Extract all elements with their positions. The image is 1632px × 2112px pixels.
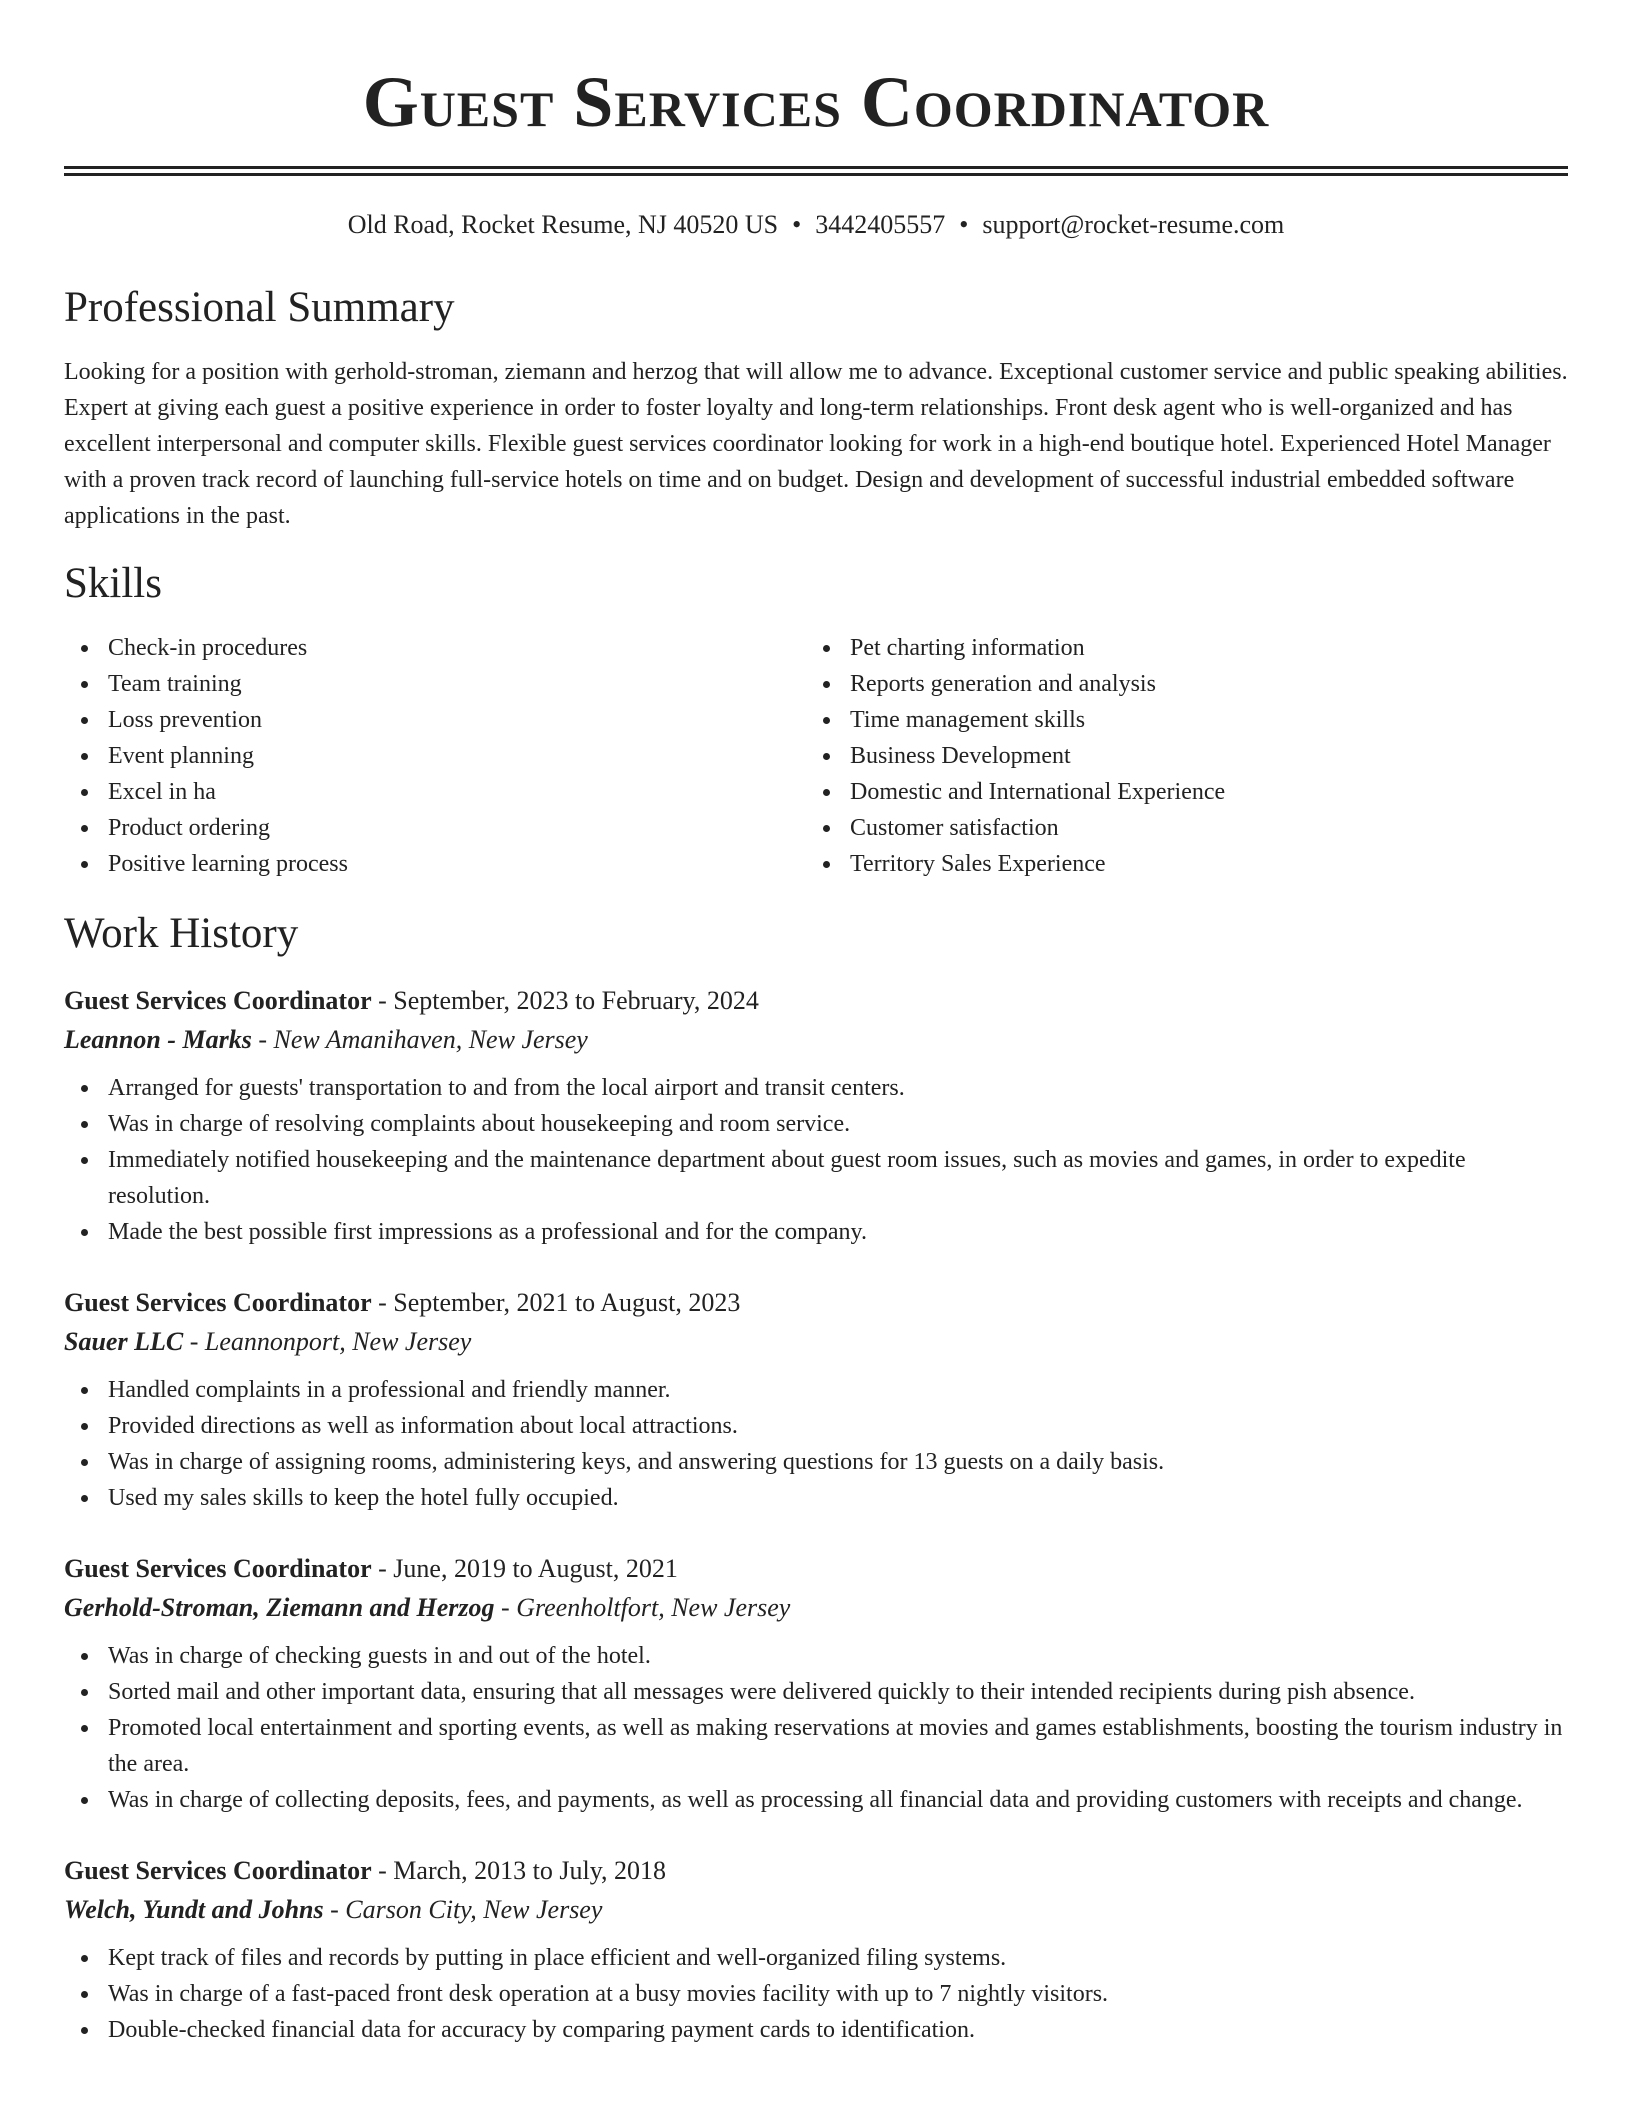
job-entry bbox=[64, 1284, 1568, 1516]
job-header bbox=[64, 1852, 1568, 1890]
job-dash: - bbox=[251, 1025, 274, 1054]
job-dash: - bbox=[371, 986, 394, 1015]
skill-item: Team training bbox=[64, 666, 806, 702]
job-bullet: Made the best possible first impressions as a professional and for the company. bbox=[64, 1214, 1568, 1250]
job-bullet: Was in charge of resolving complaints about housekeeping and room service. bbox=[64, 1106, 1568, 1142]
summary-section bbox=[64, 282, 1568, 534]
job-bullet: Was in charge of collecting deposits, fees, and payments, as well as processing all financial data and providing customers with receipts and change. bbox=[64, 1782, 1568, 1818]
contact-phone: 3442405557 bbox=[815, 210, 946, 239]
job-dash: - bbox=[371, 1554, 394, 1583]
skills-list-left bbox=[64, 630, 806, 882]
job-dash: - bbox=[183, 1327, 205, 1356]
skill-item: Business Development bbox=[806, 738, 1548, 774]
job-employer bbox=[64, 1020, 1568, 1060]
skills-list-right bbox=[806, 630, 1548, 882]
job-bullet: Double-checked financial data for accuracy by comparing payment cards to identification. bbox=[64, 2012, 1568, 2048]
job-company: Leannon - Marks bbox=[64, 1025, 252, 1054]
job-dates: September, 2023 to February, 2024 bbox=[393, 986, 759, 1015]
job-dash: - bbox=[371, 1288, 394, 1317]
job-bullets bbox=[64, 1940, 1568, 2048]
job-bullet: Arranged for guests' transportation to and from the local airport and transit centers. bbox=[64, 1070, 1568, 1106]
job-entry bbox=[64, 982, 1568, 1250]
summary-text: Looking for a position with gerhold-stroman, ziemann and herzog that will allow me to advance. Exceptional customer service and public speaking abilities. Expert at giving each guest a positive experience in order to foster loyalty and long-term relationships. Front desk agent who is well-organized and has excellent interpersonal and computer skills. Flexible guest services coordinator looking for work in a high-end boutique hotel. Experienced Hotel Manager with a proven track record of launching full-service hotels on time and on budget. Design and development of successful industrial embedded software applications in the past. bbox=[64, 359, 1568, 529]
job-bullets bbox=[64, 1070, 1568, 1250]
contact-line bbox=[64, 208, 1568, 242]
job-bullet: Was in charge of a fast-paced front desk operation at a busy movies facility with up to 7 nightly visitors. bbox=[64, 1976, 1568, 2012]
job-company: Sauer LLC bbox=[64, 1327, 184, 1356]
job-bullet: Was in charge of assigning rooms, administering keys, and answering questions for 13 guests on a daily basis. bbox=[64, 1444, 1568, 1480]
job-bullet: Provided directions as well as information about local attractions. bbox=[64, 1408, 1568, 1444]
job-bullets bbox=[64, 1372, 1568, 1516]
contact-separator: • bbox=[959, 210, 969, 239]
job-entry bbox=[64, 1852, 1568, 2048]
job-role: Guest Services Coordinator bbox=[64, 1288, 372, 1317]
job-location: Leannonport, New Jersey bbox=[204, 1327, 472, 1356]
skills-columns bbox=[64, 630, 1568, 882]
job-bullets bbox=[64, 1638, 1568, 1818]
summary-heading: Professional Summary bbox=[64, 284, 455, 331]
job-bullet: Promoted local entertainment and sporting events, as well as making reservations at movies and games establishments, boosting the tourism industry in the area. bbox=[64, 1710, 1568, 1782]
skill-item: Time management skills bbox=[806, 702, 1548, 738]
resume-title: Guest Services Coordinator bbox=[362, 62, 1270, 142]
job-header bbox=[64, 982, 1568, 1020]
job-location: Carson City, New Jersey bbox=[345, 1895, 603, 1924]
job-dash: - bbox=[371, 1856, 394, 1885]
job-bullet: Kept track of files and records by putting in place efficient and well-organized filing systems. bbox=[64, 1940, 1568, 1976]
skill-item: Reports generation and analysis bbox=[806, 666, 1548, 702]
skill-item: Positive learning process bbox=[64, 846, 806, 882]
work-history-section bbox=[64, 908, 1568, 2048]
job-company: Gerhold-Stroman, Ziemann and Herzog bbox=[64, 1593, 495, 1622]
job-header bbox=[64, 1550, 1568, 1588]
job-location: New Amanihaven, New Jersey bbox=[273, 1025, 588, 1054]
work-history-heading: Work History bbox=[64, 910, 299, 957]
skill-item: Domestic and International Experience bbox=[806, 774, 1548, 810]
skill-item: Product ordering bbox=[64, 810, 806, 846]
skill-item: Pet charting information bbox=[806, 630, 1548, 666]
job-role: Guest Services Coordinator bbox=[64, 986, 372, 1015]
job-dash: - bbox=[323, 1895, 346, 1924]
job-dash: - bbox=[494, 1593, 517, 1622]
job-dates: September, 2021 to August, 2023 bbox=[393, 1288, 741, 1317]
job-bullet: Handled complaints in a professional and friendly manner. bbox=[64, 1372, 1568, 1408]
job-employer bbox=[64, 1322, 1568, 1362]
job-dates: June, 2019 to August, 2021 bbox=[393, 1554, 678, 1583]
skill-item: Event planning bbox=[64, 738, 806, 774]
contact-address: Old Road, Rocket Resume, NJ 40520 US bbox=[347, 210, 779, 239]
title-divider bbox=[64, 166, 1568, 176]
job-entry bbox=[64, 1550, 1568, 1818]
job-company: Welch, Yundt and Johns bbox=[64, 1895, 324, 1924]
job-bullet: Used my sales skills to keep the hotel fully occupied. bbox=[64, 1480, 1568, 1516]
skill-item: Territory Sales Experience bbox=[806, 846, 1548, 882]
job-header bbox=[64, 1284, 1568, 1322]
skills-heading: Skills bbox=[64, 560, 162, 607]
skill-item: Excel in ha bbox=[64, 774, 806, 810]
resume-page bbox=[64, 0, 1568, 2048]
job-role: Guest Services Coordinator bbox=[64, 1856, 372, 1885]
contact-separator: • bbox=[792, 210, 802, 239]
skills-section bbox=[64, 558, 1568, 882]
skill-item: Check-in procedures bbox=[64, 630, 806, 666]
job-bullet: Was in charge of checking guests in and out of the hotel. bbox=[64, 1638, 1568, 1674]
skill-item: Loss prevention bbox=[64, 702, 806, 738]
contact-email: support@rocket-resume.com bbox=[982, 210, 1285, 239]
job-role: Guest Services Coordinator bbox=[64, 1554, 372, 1583]
job-bullet: Sorted mail and other important data, ensuring that all messages were delivered quickly to their intended recipients during pish absence. bbox=[64, 1674, 1568, 1710]
job-employer bbox=[64, 1588, 1568, 1628]
skill-item: Customer satisfaction bbox=[806, 810, 1548, 846]
job-bullet: Immediately notified housekeeping and the maintenance department about guest room issues, such as movies and games, in order to expedite resolution. bbox=[64, 1142, 1568, 1214]
job-location: Greenholtfort, New Jersey bbox=[516, 1593, 791, 1622]
job-dates: March, 2013 to July, 2018 bbox=[393, 1856, 667, 1885]
job-employer bbox=[64, 1890, 1568, 1930]
